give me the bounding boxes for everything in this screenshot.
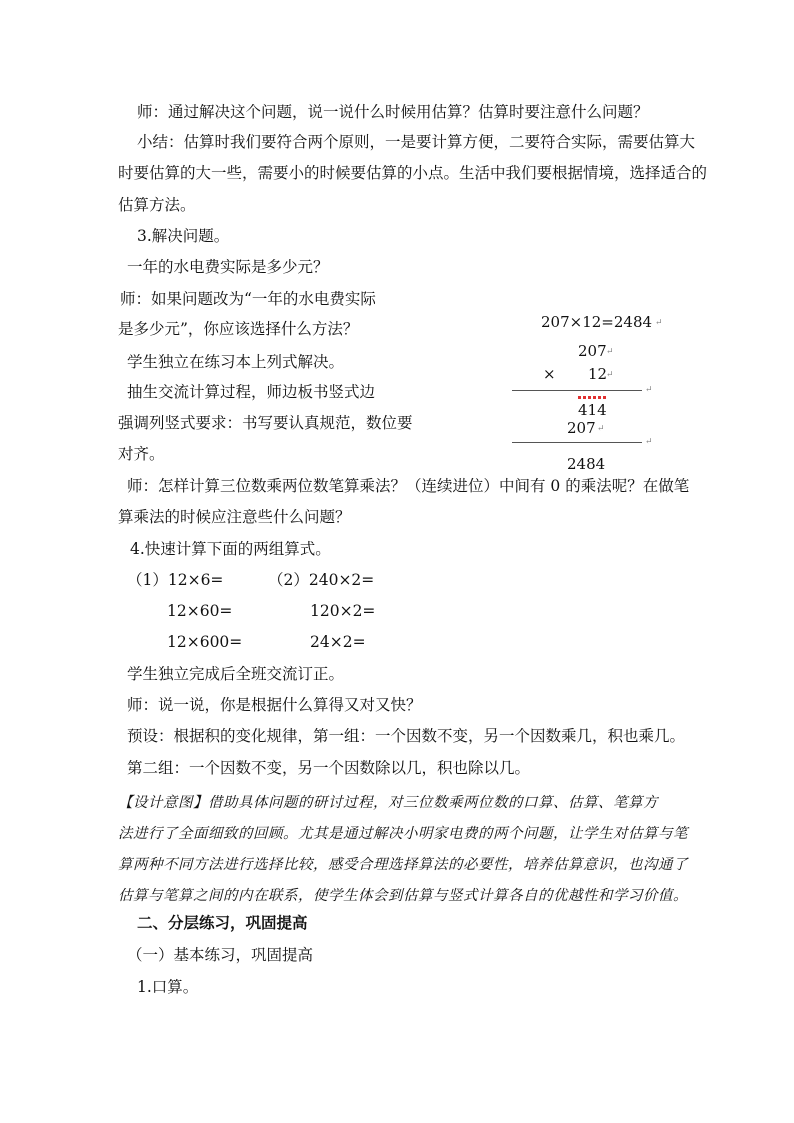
group2-expr-b: 120×2=: [310, 602, 376, 620]
teacher-question-estimation: 师：通过解决这个问题，说一说什么时候用估算？估算时要注意什么问题？: [137, 103, 649, 121]
teacher-question-written-1: 师：怎样计算三位数乘两位数笔算乘法？（连续进位）中间有 0 的乘法呢？在做笔: [127, 477, 690, 495]
oral-calc-item: 1.口算。: [137, 978, 199, 996]
calc-partial-1: 414: [578, 401, 607, 419]
calc-equation: 207×12=2484: [541, 313, 653, 331]
paragraph-mark: ↵: [655, 318, 663, 328]
summary-line-3: 估算方法。: [118, 196, 196, 214]
section-3-title: 3.解决问题。: [137, 227, 230, 245]
exchange-line-3: 对齐。: [118, 445, 165, 463]
section-heading: 二、分层练习，巩固提高: [137, 913, 308, 932]
calc-rule-1: [512, 390, 642, 391]
class-correction-line: 学生独立完成后全班交流订正。: [127, 665, 345, 683]
student-work-line: 学生独立在练习本上列式解决。: [127, 353, 345, 371]
design-intent-line: 【设计意图】借助具体问题的研讨过程，对三位数乘两位数的口算、估算、笔算方: [118, 795, 658, 811]
spell-check-underline: [578, 396, 606, 399]
calc-partial-2: 207: [567, 419, 596, 437]
teacher-question-method-1: 师：如果问题改为“一年的水电费实际: [120, 290, 376, 308]
summary-line-2: 时要估算的大一些，需要小的时候要估算的小点。生活中我们要根据情境，选择适合的: [118, 164, 708, 182]
paragraph-mark: ↵: [606, 347, 614, 357]
teacher-question-written-2: 算乘法的时候应注意些什么问题？: [118, 508, 351, 526]
calc-multiplicand: 207: [578, 342, 607, 360]
exchange-line-1: 抽生交流计算过程，师边板书竖式边: [127, 383, 376, 401]
design-intent-line: 算两种不同方法进行选择比较，感受合理选择算法的必要性，培养估算意识，也沟通了: [118, 857, 688, 873]
exchange-line-2: 强调列竖式要求：书写要认真规范，数位要: [118, 414, 413, 432]
paragraph-mark: ↵: [645, 437, 653, 447]
paragraph-mark: ↵: [597, 424, 605, 434]
calc-times-sign: ×: [543, 365, 556, 383]
paragraph-mark: ↵: [645, 385, 653, 395]
paragraph-mark: ↵: [606, 370, 614, 380]
section-4-title: 4.快速计算下面的两组算式。: [130, 540, 331, 558]
group2-expr-a: （2）240×2=: [268, 571, 375, 589]
design-intent-line: 法进行了全面细致的回顾。尤其是通过解决小明家电费的两个问题，让学生对估算与笔: [118, 826, 688, 842]
preset-answer-1: 预设：根据积的变化规律，第一组：一个因数不变，另一个因数乘几，积也乘几。: [127, 727, 686, 745]
design-intent-line: 估算与笔算之间的内在联系，使学生体会到估算与竖式计算各自的优越性和学习价值。: [118, 888, 688, 904]
group2-expr-c: 24×2=: [310, 633, 366, 651]
problem-question: 一年的水电费实际是多少元？: [127, 258, 329, 276]
group1-expr-b: 12×60=: [167, 602, 233, 620]
design-intent-block: [118, 788, 700, 912]
calc-result: 2484: [567, 455, 606, 473]
teacher-question-fast: 师：说一说，你是根据什么算得又对又快？: [127, 696, 422, 714]
group1-expr-c: 12×600=: [167, 633, 243, 651]
subsection-heading: （一）基本练习，巩固提高: [127, 946, 314, 964]
calc-multiplier: 12: [588, 365, 608, 383]
calc-rule-2: [512, 442, 642, 443]
group1-expr-a: （1）12×6=: [127, 571, 224, 589]
summary-line-1: 小结：估算时我们要符合两个原则，一是要计算方便，二要符合实际，需要估算大: [137, 133, 696, 151]
teacher-question-method-2: 是多少元”，你应该选择什么方法？: [118, 320, 359, 338]
preset-answer-2: 第二组：一个因数不变，另一个因数除以几，积也除以几。: [127, 759, 531, 777]
